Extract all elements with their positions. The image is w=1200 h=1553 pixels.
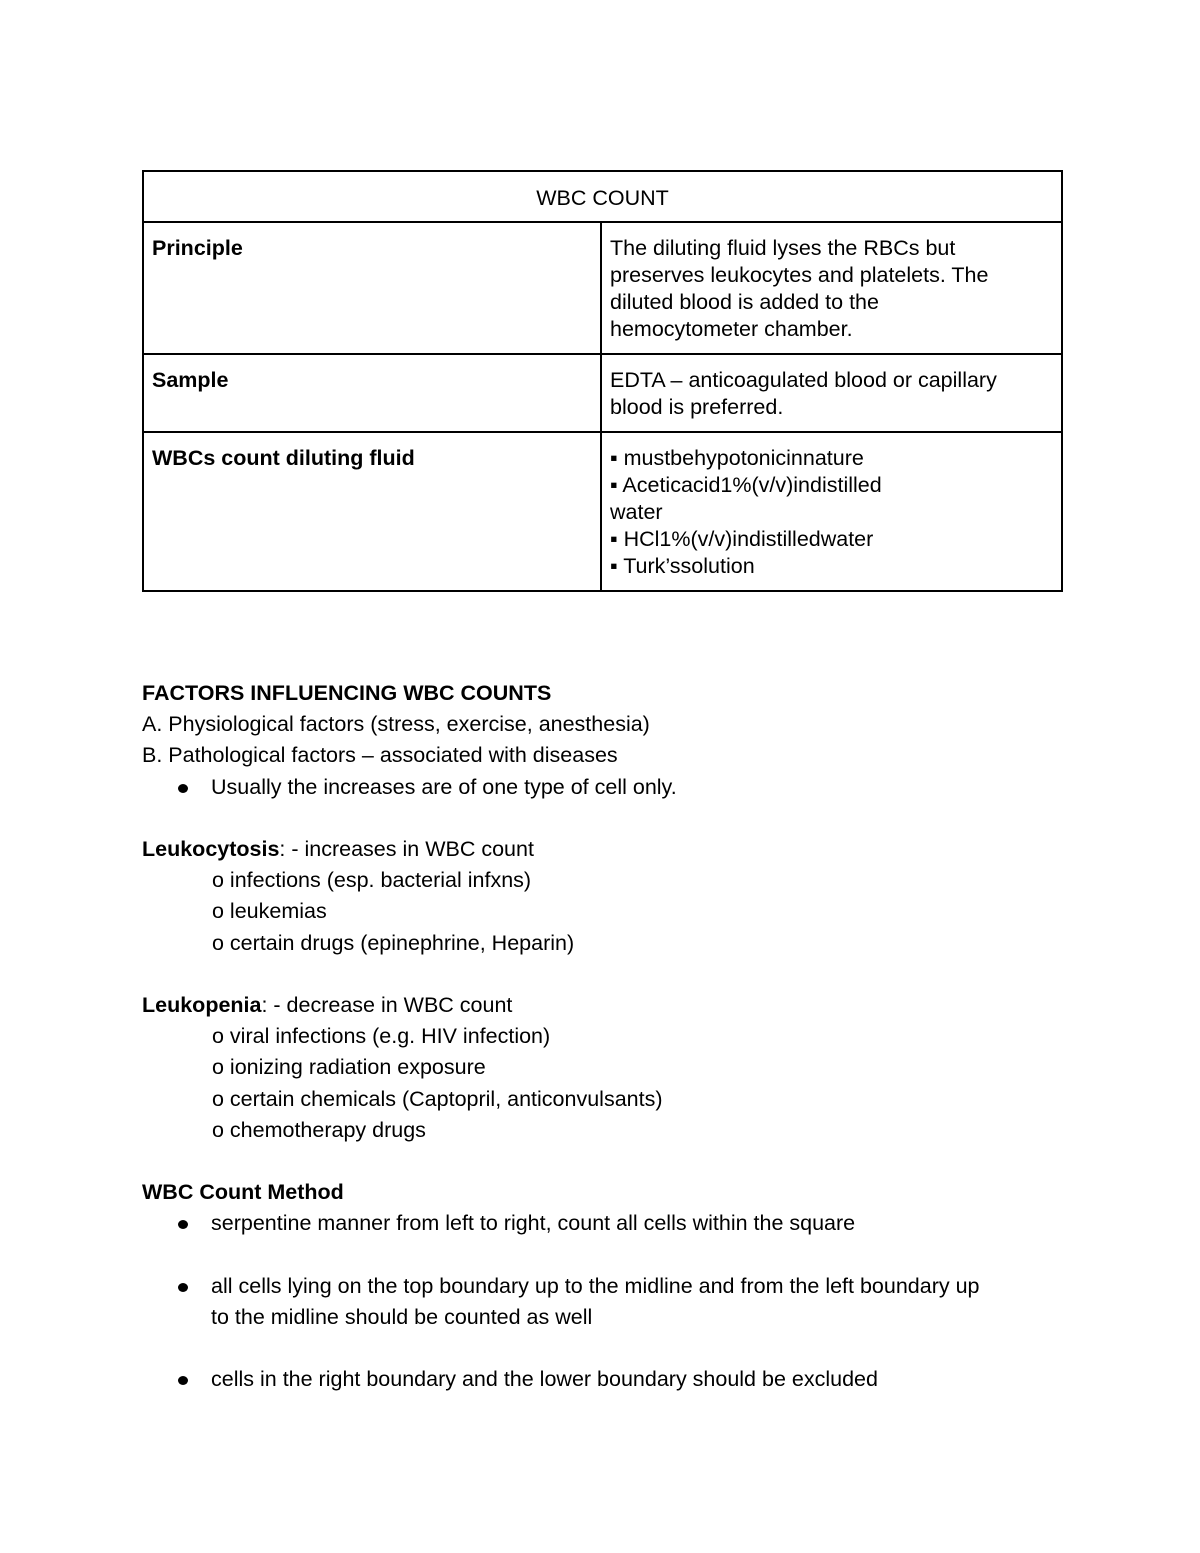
table-title: WBC COUNT xyxy=(143,171,1062,222)
list-item: o certain chemicals (Captopril, anticonvulsants) xyxy=(212,1086,663,1111)
leukocytosis-definition xyxy=(142,834,1072,865)
bullet-text: serpentine manner from left to right, count all cells within the square xyxy=(211,1211,856,1236)
table-row xyxy=(143,354,1062,432)
factor-line-a: A. Physiological factors (stress, exercise, anesthesia) xyxy=(142,712,650,737)
leukopenia-definition-text: : - decrease in WBC count xyxy=(261,993,513,1017)
leukopenia-definition xyxy=(142,990,1072,1021)
bullet-icon xyxy=(178,784,188,793)
row-value-diluting-fluid xyxy=(601,432,1062,591)
text-line: hemocytometer chamber. xyxy=(610,317,853,341)
row-label-sample: Sample xyxy=(143,354,601,432)
list-item xyxy=(142,772,1072,803)
row-value-principle xyxy=(601,222,1062,354)
text-line: diluted blood is added to the xyxy=(610,290,879,314)
text-line: The diluting fluid lyses the RBCs but xyxy=(610,236,956,260)
factor-line-b: B. Pathological factors – associated with diseases xyxy=(142,743,618,768)
list-item xyxy=(142,1271,1072,1333)
list-item: o infections (esp. bacterial infxns) xyxy=(212,868,532,893)
bullet-icon xyxy=(178,1376,188,1385)
row-value-sample xyxy=(601,354,1062,432)
list-item xyxy=(142,1208,1072,1239)
list-item: ▪ HCl1%(v/v)indistilledwater xyxy=(610,527,874,551)
bullet-icon xyxy=(178,1283,188,1292)
wbc-count-table xyxy=(142,170,1063,592)
bullet-text: Usually the increases are of one type of cell only. xyxy=(211,774,677,799)
table-row xyxy=(143,432,1062,591)
table-row xyxy=(143,222,1062,354)
leukopenia-term: Leukopenia xyxy=(142,993,262,1017)
row-label-diluting-fluid: WBCs count diluting fluid xyxy=(143,432,601,591)
list-item: o certain drugs (epinephrine, Heparin) xyxy=(212,930,575,955)
table-title-row xyxy=(143,171,1062,222)
list-item: o ionizing radiation exposure xyxy=(212,1055,486,1080)
bullet-icon xyxy=(178,1220,188,1229)
text-line: preserves leukocytes and platelets. The xyxy=(610,263,989,287)
factors-heading: FACTORS INFLUENCING WBC COUNTS xyxy=(142,681,552,705)
list-item: o chemotherapy drugs xyxy=(212,1117,426,1142)
text-line: EDTA – anticoagulated blood or capillary xyxy=(610,368,997,392)
leukocytosis-term: Leukocytosis xyxy=(142,837,280,861)
bullet-text: all cells lying on the top boundary up to the midline and from the left boundary up xyxy=(211,1273,980,1298)
text-line: blood is preferred. xyxy=(610,395,784,419)
method-heading: WBC Count Method xyxy=(142,1180,344,1205)
factors-section xyxy=(142,678,1072,1396)
list-item: o viral infections (e.g. HIV infection) xyxy=(212,1024,551,1049)
list-item: ▪ Aceticacid1%(v/v)indistilled xyxy=(610,473,882,497)
list-item xyxy=(142,1364,1072,1395)
bullet-text: to the midline should be counted as well xyxy=(211,1305,593,1329)
leukocytosis-definition-text: : - increases in WBC count xyxy=(279,837,534,861)
list-item: water xyxy=(610,500,663,524)
list-item: ▪ Turk’ssolution xyxy=(610,554,755,578)
row-label-principle: Principle xyxy=(143,222,601,354)
bullet-text: cells in the right boundary and the lower boundary should be excluded xyxy=(211,1367,878,1392)
list-item: ▪ mustbehypotonicinnature xyxy=(610,446,864,470)
list-item: o leukemias xyxy=(212,899,327,924)
